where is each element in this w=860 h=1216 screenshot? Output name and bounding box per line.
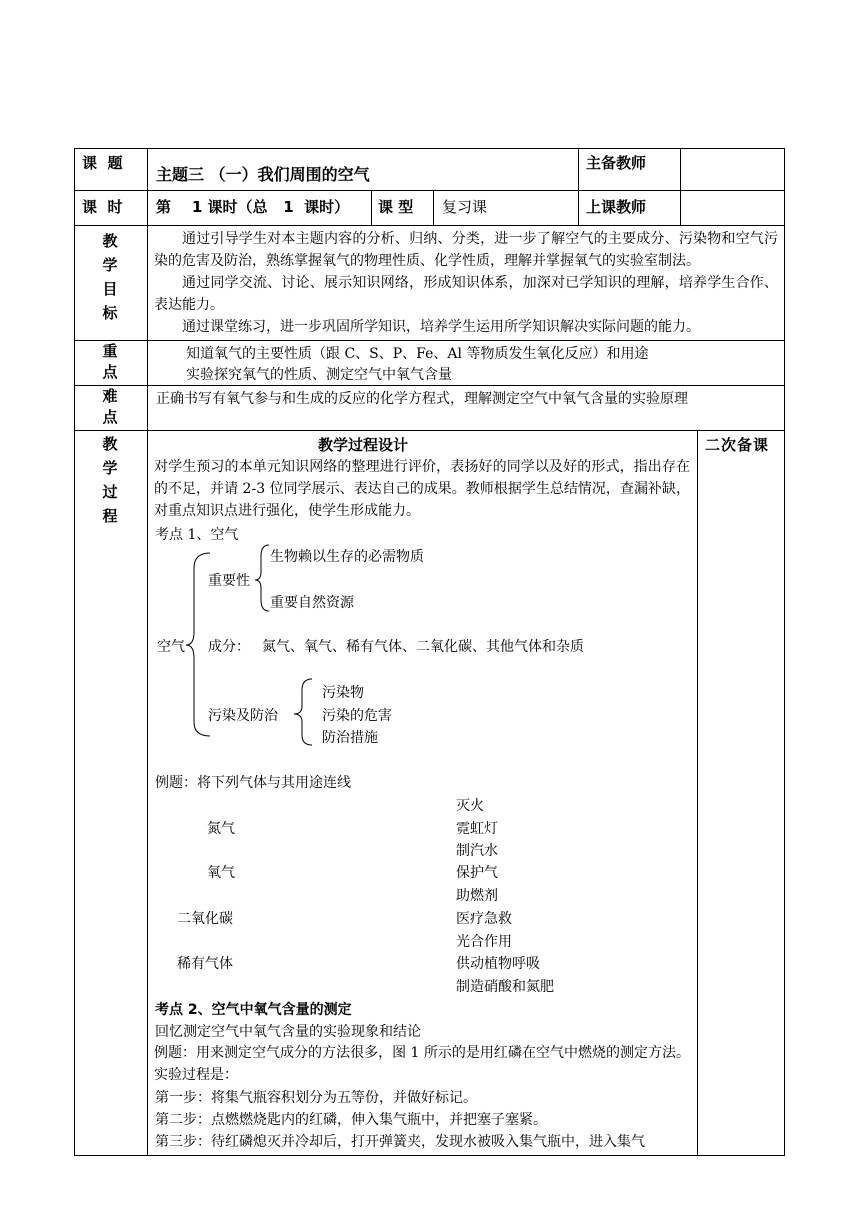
tree-composition-label: 成分：: [208, 639, 250, 655]
use-item-4: 保护气: [456, 865, 498, 881]
gas-item-4: 稀有气体: [177, 956, 233, 972]
use-item-5: 助燃剂: [456, 888, 498, 904]
process-intro: 对学生预习的本单元知识网络的整理进行评价，表扬好的同学以及好的形式，指出存在的不足，并请 2-3 位同学展示、表达自己的成果。教师根据学生总结情况，查漏补缺，对重点知识点进行强化，使学生形成能力。: [154, 459, 690, 519]
use-item-6: 医疗急救: [456, 911, 512, 927]
difficulties-label: 难点: [102, 387, 118, 426]
recall-text: 回忆测定空气中氧气含量的实验现象和结论: [155, 1024, 421, 1040]
point-1-heading: 考点 1、空气: [155, 527, 239, 543]
key-points-label: 重点: [102, 342, 118, 381]
step-3: 第三步：待红磷熄灭并冷却后，打开弹簧夹，发现水被吸入集气瓶中，进入集气: [155, 1134, 645, 1150]
objectives-label: 教学目标: [102, 232, 118, 322]
tree-importance-item-1: 生物赖以生存的必需物质: [270, 549, 424, 565]
use-item-8: 供动植物呼吸: [456, 956, 540, 972]
teacher-label: 上课教师: [586, 198, 647, 216]
type-value: 复习课: [442, 198, 488, 216]
use-item-1: 灭火: [456, 798, 484, 814]
gas-item-3: 二氧化碳: [177, 911, 233, 927]
type-label: 课 型: [378, 198, 414, 216]
objective-3: 通过课堂练习，进一步巩固所学知识，培养学生运用所学知识解决实际问题的能力。: [182, 319, 700, 335]
gas-item-1: 氮气: [207, 821, 235, 837]
use-item-7: 光合作用: [456, 934, 512, 950]
difficulties-text: 正确书写有氧气参与和生成的反应的化学方程式，理解测定空气中氧气含量的实验原理: [156, 391, 688, 407]
use-item-3: 制汽水: [456, 843, 498, 859]
process-title: 教学过程设计: [318, 436, 409, 454]
example-1: 例题：将下列气体与其用途连线: [155, 775, 351, 791]
tree-pollution-item-2: 污染的危害: [322, 708, 392, 724]
side-label: 二次备课: [705, 436, 770, 454]
use-item-2: 霓虹灯: [456, 821, 498, 837]
tree-importance: 重要性: [208, 573, 250, 589]
use-item-9: 制造硝酸和氮肥: [456, 979, 554, 995]
tree-pollution-item-1: 污染物: [322, 685, 364, 701]
tree-pollution: 污染及防治: [208, 708, 278, 724]
period-value: 第 1 课时（总 1 课时）: [156, 198, 350, 216]
process-label: 教学过程: [102, 435, 118, 525]
tree-composition: 氮气、氧气、稀有气体、二氧化碳、其他气体和杂质: [262, 639, 584, 655]
example-2: 例题：用来测定空气成分的方法很多，图 1 所示的是用红磷在空气中燃烧的测定方法。实验过程是：: [154, 1045, 690, 1083]
period-label: 课 时: [82, 198, 123, 216]
tree-importance-item-2: 重要自然资源: [270, 595, 354, 611]
step-2: 第二步：点燃燃烧匙内的红磷，伸入集气瓶中，并把塞子塞紧。: [155, 1112, 547, 1128]
point-2-heading: 考点 2、空气中氧气含量的测定: [155, 1002, 352, 1018]
step-1: 第一步：将集气瓶容积划分为五等份，并做好标记。: [155, 1090, 477, 1106]
topic-label: 课 题: [82, 154, 123, 172]
key-point-1: 知道氧气的主要性质（跟 C、S、P、Fe、Al 等物质发生氧化反应）和用途: [186, 346, 649, 362]
topic-value: 主题三 （一）我们周围的空气: [156, 165, 370, 184]
objective-2: 通过同学交流、讨论、展示知识网络，形成知识体系，加深对已学知识的理解，培养学生合作、表达能力。: [154, 275, 778, 313]
gas-item-2: 氧气: [207, 865, 235, 881]
lead-teacher-label: 主备教师: [586, 154, 647, 172]
tree-root: 空气: [157, 639, 185, 655]
key-point-2: 实验探究氧气的性质、测定空气中氧气含量: [186, 367, 452, 383]
objective-1: 通过引导学生对本主题内容的分析、归纳、分类，进一步了解空气的主要成分、污染物和空气污染的危害及防治，熟练掌握氧气的物理性质、化学性质，理解并掌握氧气的实验室制法。: [154, 231, 778, 269]
tree-pollution-item-3: 防治措施: [322, 730, 378, 746]
